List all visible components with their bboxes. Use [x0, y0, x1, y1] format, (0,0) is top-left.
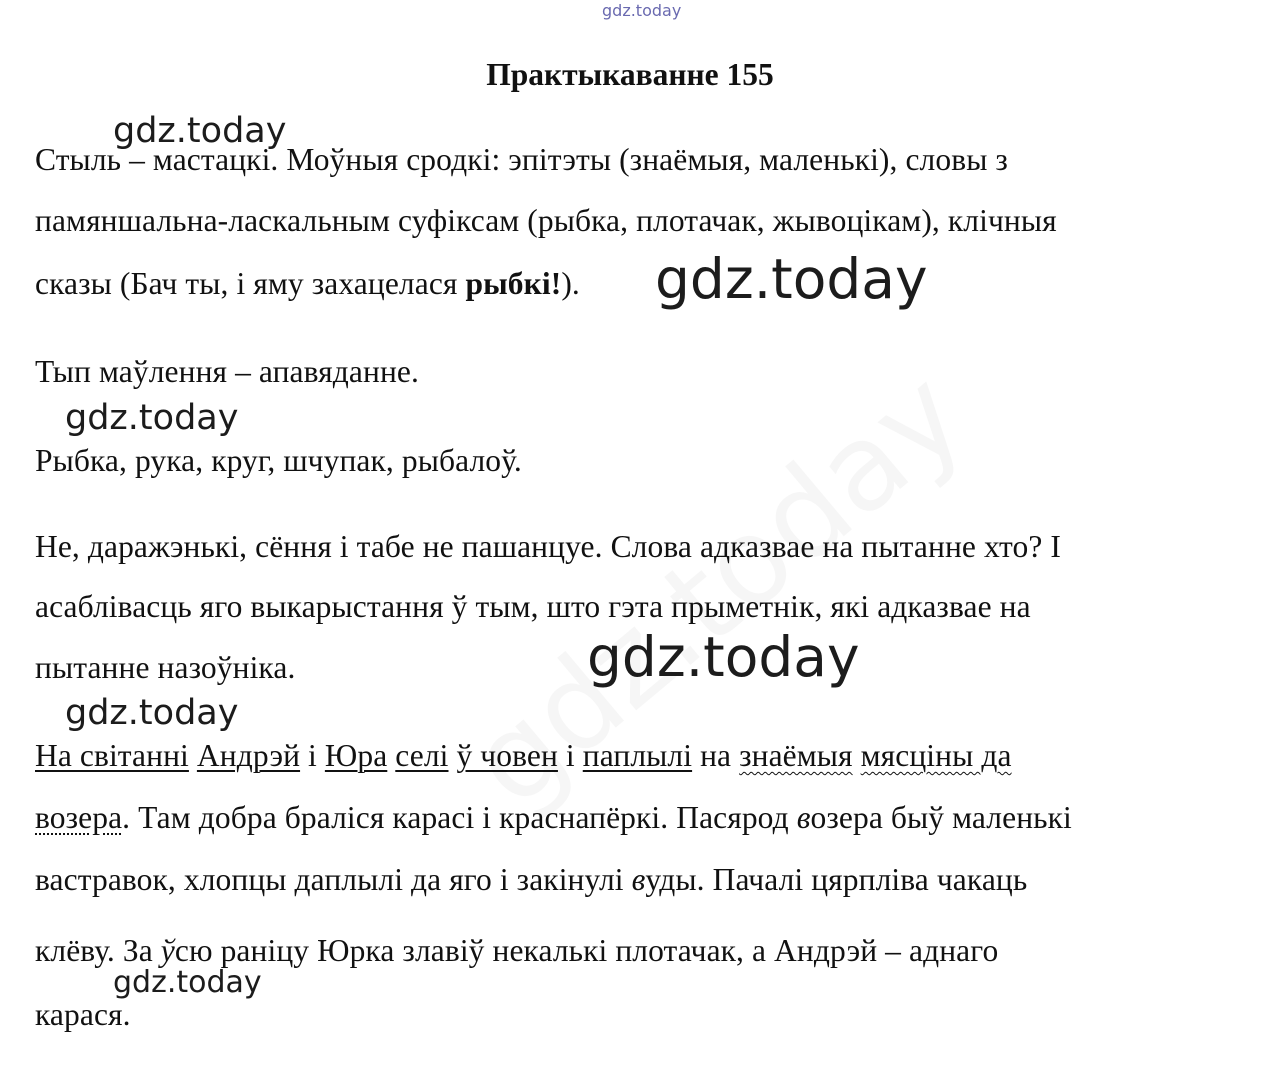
text: уды. Пачалі цярпліва чакаць [645, 862, 1028, 897]
bold-word: рыбкі! [465, 266, 562, 301]
p5-line-5: карася. [35, 997, 131, 1032]
wavy-underlined-word: мясціны да [860, 738, 1012, 773]
text: озера быў маленькі [810, 800, 1072, 835]
word-list-line: Рыбка, рука, круг, шчупак, рыбалоў. [35, 443, 522, 478]
text: ). [561, 266, 580, 301]
text: і [557, 738, 583, 773]
text: . Там добра браліся карасі і краснапёркі. Пасярод [122, 800, 797, 835]
text [853, 738, 861, 773]
text: клёву. За [35, 933, 161, 968]
watermark: gdz.today [65, 398, 239, 438]
text: сю раніцу Юрка злавіў некалькі плотачак, а Андрэй – аднаго [174, 933, 999, 968]
p1-line-2: памяншальна-ласкальным суфіксам (рыбка, плотачак, жывоцікам), клічныя [35, 203, 1057, 238]
underlined-word: селі [395, 738, 449, 773]
underlined-word: На світанні [35, 738, 189, 773]
p5-line-3 [35, 862, 1027, 898]
text [189, 738, 197, 773]
underlined-word: паплылі [582, 738, 693, 773]
text: сказы (Бач ты, і яму захацелася [35, 266, 466, 301]
wavy-underlined-word: знаёмыя [739, 738, 853, 773]
italic-letter: в [631, 862, 646, 897]
dotted-underlined-word: возера [35, 800, 123, 835]
underlined-word: Юра [324, 738, 388, 773]
text: на [692, 738, 740, 773]
exercise-title: Практыкаванне 155 [486, 57, 774, 92]
watermark: gdz.today [587, 625, 860, 689]
p1-line-3 [35, 266, 580, 302]
p4-line-1: Не, даражэнькі, сёння і табе не пашанцуе. Слова адказвае на пытанне хто? І [35, 529, 1061, 564]
watermark: gdz.today [113, 965, 262, 1000]
text: і [300, 738, 325, 773]
speech-type-line: Тып маўлення – апавяданне. [35, 354, 419, 389]
underlined-word: Андрэй [196, 738, 301, 773]
p5-line-1 [35, 738, 1012, 774]
watermark: gdz.today [113, 111, 287, 151]
watermark: gdz.today [65, 693, 239, 733]
text: вастравок, хлопцы даплылі да яго і закінулі [35, 862, 632, 897]
p1-line-1: Стыль – мастацкі. Моўныя сродкі: эпітэты (знаёмыя, маленькі), словы з [35, 142, 1008, 177]
p5-line-4 [35, 933, 998, 969]
watermark-top: gdz.today [602, 1, 682, 20]
italic-letter: в [796, 800, 811, 835]
p5-line-2 [35, 800, 1072, 836]
italic-letter: ў [160, 933, 175, 968]
p4-line-3: пытанне назоўніка. [35, 650, 296, 685]
watermark: gdz.today [655, 247, 928, 311]
underlined-word: ў човен [456, 738, 558, 773]
p4-line-2: асаблівасць яго выкарыстання ў тым, што гэта прыметнік, які адказвае на [35, 589, 1031, 624]
